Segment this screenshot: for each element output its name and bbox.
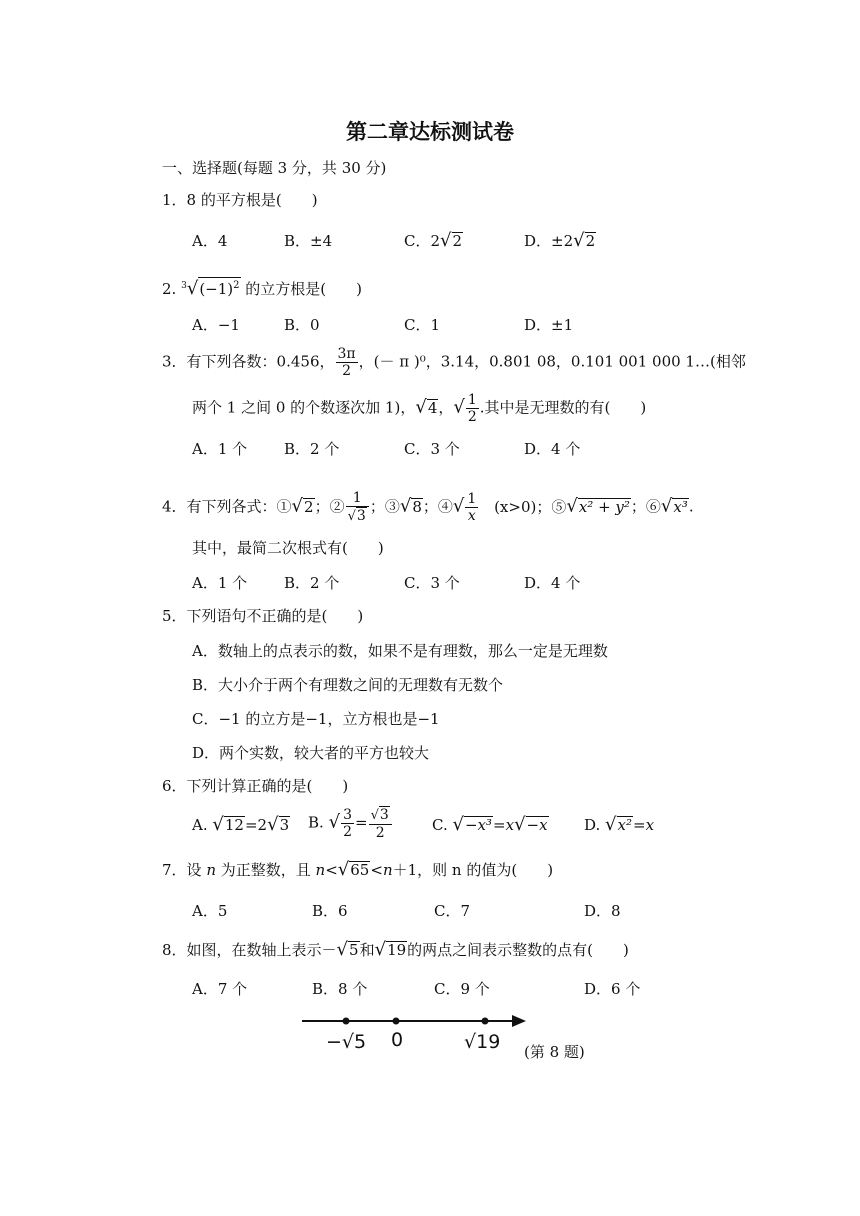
question-4-line-2: 其中，最简二次根式有( ) [192, 539, 384, 557]
question-8-stem: 8．如图，在数轴上表示－√5和√19的两点之间表示整数的点有( ) [162, 939, 629, 960]
fraction-3pi-over-2: $\frac{3\pi}{2}$ [337, 346, 356, 379]
question-3-line-1: 3．有下列各数：0.456， $\frac{3\pi}{2}$ ，(－ π )⁰，3.14，0.801 08，0.101 001 000 1…(相邻 [162, 346, 746, 379]
q3-option-b: B．2 个 [284, 440, 340, 458]
question-4-line-1: 4．有下列各式：①√2；② $\frac{1}{√3}$ ；③√8；④√ $\frac{1}{x}$ (x>0)；⑤√x² + y²；⑥√x³. [162, 490, 694, 524]
label-sqrt19: √19 [464, 1031, 501, 1053]
q4-option-b: B．2 个 [284, 574, 340, 592]
point-sqrt19 [482, 1018, 489, 1025]
q7-option-a: A．5 [192, 902, 228, 920]
q5-option-d: D．两个实数，较大者的平方也较大 [192, 744, 430, 762]
question-5-stem: 5．下列语句不正确的是( ) [162, 607, 364, 625]
q6-option-b: B. √ $\frac{3}{2}$ = $\frac{√3}{2}$ [308, 806, 393, 841]
q2-option-a: A．−1 [192, 316, 240, 334]
q3-option-d: D．4 个 [524, 440, 581, 458]
point-neg-sqrt5 [343, 1018, 350, 1025]
q2-option-b: B．0 [284, 316, 320, 334]
q8-option-c: C．9 个 [434, 980, 490, 998]
q4-option-c: C．3 个 [404, 574, 460, 592]
figure-caption: (第 8 题) [524, 1043, 585, 1061]
q7-option-b: B．6 [312, 902, 348, 920]
q6-option-c: C. √−x³=x√−x [432, 814, 548, 835]
q4-option-a: A．1 个 [192, 574, 248, 592]
q8-option-d: D．6 个 [584, 980, 641, 998]
section-heading: 一、选择题(每题 3 分，共 30 分) [162, 159, 387, 177]
q1-option-a: A．4 [192, 232, 228, 250]
q5-option-c: C．−1 的立方是−1，立方根也是−1 [192, 710, 440, 728]
q7-option-d: D．8 [584, 902, 621, 920]
q8-option-a: A．7 个 [192, 980, 248, 998]
q2-option-d: D．±1 [524, 316, 574, 334]
arrow-icon [512, 1015, 526, 1027]
q1-option-d: D．±2√2 [524, 230, 596, 251]
q3-option-c: C．3 个 [404, 440, 460, 458]
q1-option-b: B．±4 [284, 232, 333, 250]
q2-option-c: C．1 [404, 316, 441, 334]
q3-option-a: A．1 个 [192, 440, 248, 458]
question-6-stem: 6．下列计算正确的是( ) [162, 777, 349, 795]
question-3-line-2: 两个 1 之间 0 的个数逐次加 1)，√4，√ $\frac{1}{2}$ .其中是无理数的有( ) [192, 392, 647, 425]
q8-option-b: B．8 个 [312, 980, 368, 998]
question-1-stem: 1．8 的平方根是( ) [162, 191, 318, 209]
question-2-stem: 2. $^3√(-1)^2$ 的立方根是( ) [162, 278, 362, 299]
q5-option-b: B．大小介于两个有理数之间的无理数有无数个 [192, 676, 504, 694]
q1-option-c: C．2√2 [404, 230, 463, 251]
q5-option-a: A．数轴上的点表示的数，如果不是有理数，那么一定是无理数 [192, 642, 608, 660]
q7-option-c: C．7 [434, 902, 471, 920]
q6-option-d: D. √x²=x [584, 814, 655, 835]
fraction-1-over-2: $\frac{1}{2}$ [467, 392, 477, 425]
point-zero [393, 1018, 400, 1025]
question-7-stem: 7．设 n 为正整数，且 n<√65<n＋1，则 n 的值为( ) [162, 859, 554, 880]
label-zero: 0 [391, 1029, 404, 1051]
label-neg-sqrt5: −√5 [326, 1031, 367, 1053]
q6-option-a: A. √12=2√3 [192, 814, 290, 835]
page-title: 第二章达标测试卷 [346, 120, 514, 144]
q4-option-d: D．4 个 [524, 574, 581, 592]
